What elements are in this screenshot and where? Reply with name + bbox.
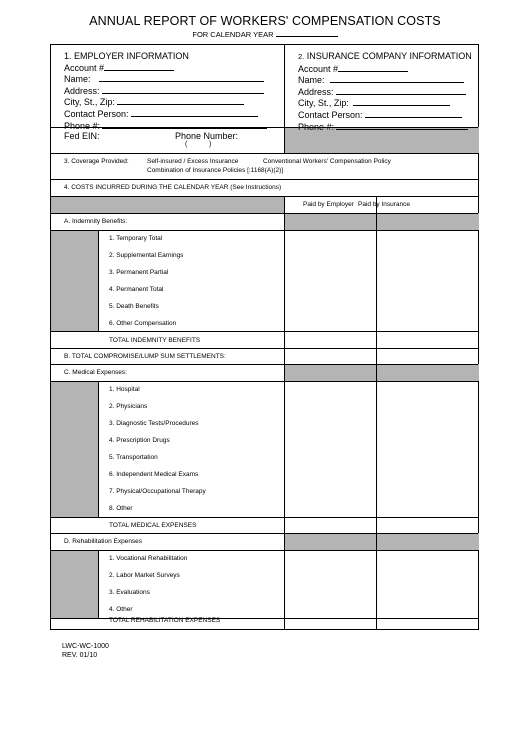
- employer-name-label: Name:: [64, 74, 91, 85]
- employer-phone-number-label: Phone Number:: [175, 131, 239, 141]
- medical-heading-shaded: [284, 364, 479, 381]
- coverage-label: 3. Coverage Provided:: [64, 158, 129, 165]
- insurer-city-label: City, St., Zip:: [298, 98, 349, 109]
- insurer-account-field[interactable]: [338, 63, 408, 72]
- medical-item: 3. Diagnostic Tests/Procedures: [109, 420, 199, 427]
- insurer-heading-number: 2.: [298, 52, 305, 61]
- calendar-year-label: FOR CALENDAR YEAR: [192, 30, 274, 39]
- indemnity-item: 3. Permanent Partial: [109, 269, 169, 276]
- insurer-name-field[interactable]: [330, 74, 464, 83]
- costs-heading: 4. COSTS INCURRED DURING THE CALENDAR YEAR (See Instructions): [64, 184, 282, 191]
- divider: [51, 550, 478, 551]
- employer-account-label: Account #: [64, 62, 105, 73]
- paid-by-insurance-header: Paid by Insurance: [358, 201, 411, 208]
- fed-ein-label: Fed EIN:: [64, 131, 100, 141]
- divider: [51, 381, 478, 382]
- divider: [98, 550, 99, 618]
- insurer-heading: INSURANCE COMPANY INFORMATION: [306, 51, 472, 61]
- indemnity-item: 6. Other Compensation: [109, 320, 177, 327]
- insurer-name-label: Name:: [298, 75, 325, 86]
- employer-phone-field[interactable]: [102, 120, 267, 129]
- divider: [51, 348, 478, 349]
- divider: [51, 196, 478, 197]
- compromise-heading: B. TOTAL COMPROMISE/LUMP SUM SETTLEMENTS:: [64, 353, 226, 360]
- divider: [98, 230, 99, 331]
- rehab-heading: D. Rehabilitation Expenses: [64, 538, 143, 545]
- divider: [51, 213, 478, 214]
- employer-heading: 1. EMPLOYER INFORMATION: [64, 51, 189, 61]
- indemnity-left-shaded: [51, 230, 98, 331]
- insurer-contact-field[interactable]: [365, 109, 462, 118]
- divider: [284, 196, 285, 630]
- form-revision: REV. 01/10: [62, 652, 98, 659]
- insurer-phone-field[interactable]: [336, 121, 468, 130]
- insurer-phone-label: Phone #:: [298, 121, 335, 132]
- employer-contact-field[interactable]: [131, 108, 258, 117]
- insurer-contact-label: Contact Person:: [298, 109, 363, 120]
- medical-left-shaded: [51, 381, 98, 517]
- divider: [98, 381, 99, 517]
- medical-item: 5. Transportation: [109, 454, 158, 461]
- coverage-conventional-policy[interactable]: Conventional Workers' Compensation Policy: [263, 158, 391, 165]
- insurer-city-field[interactable]: [353, 97, 450, 106]
- costs-header-shaded: [51, 196, 284, 213]
- rehab-item: 3. Evaluations: [109, 589, 150, 596]
- indemnity-heading-shaded: [284, 213, 479, 230]
- rehab-left-shaded: [51, 550, 98, 618]
- employer-city-label: City, St., Zip:: [64, 97, 115, 108]
- report-form: [50, 44, 479, 630]
- divider: [51, 364, 478, 365]
- divider: [51, 517, 478, 518]
- divider: [51, 153, 478, 154]
- divider: [51, 230, 478, 231]
- indemnity-item: 4. Permanent Total: [109, 286, 164, 293]
- coverage-combination-policies[interactable]: Combination of Insurance Policies [:1168(A)(2)]: [147, 167, 284, 174]
- form-footer: [62, 642, 109, 660]
- employer-contact-label: Contact Person:: [64, 108, 129, 119]
- employer-account-field[interactable]: [104, 62, 174, 71]
- rehab-item: 4. Other: [109, 606, 133, 613]
- divider: [51, 179, 478, 180]
- indemnity-heading: A. Indemnity Benefits:: [64, 218, 128, 225]
- employer-address-label: Address:: [64, 85, 100, 96]
- employer-info: [64, 51, 267, 131]
- rehab-heading-shaded: [284, 533, 479, 550]
- coverage-self-insured[interactable]: Self-insured / Excess Insurance: [147, 158, 239, 165]
- medical-item: 4. Prescription Drugs: [109, 437, 170, 444]
- medical-item: 7. Physical/Occupational Therapy: [109, 488, 206, 495]
- insurer-account-label: Account #: [298, 63, 339, 74]
- divider: [51, 331, 478, 332]
- employer-name-field[interactable]: [99, 73, 264, 82]
- insurer-address-field[interactable]: [336, 86, 466, 95]
- employer-phone-label: Phone #:: [64, 120, 101, 131]
- employer-city-field[interactable]: [117, 96, 244, 105]
- form-id: LWC-WC-1000: [62, 643, 109, 650]
- form-title: ANNUAL REPORT OF WORKERS' COMPENSATION COSTS: [89, 14, 441, 28]
- insurer-address-label: Address:: [298, 86, 334, 97]
- indemnity-item: 1. Temporary Total: [109, 235, 163, 242]
- rehab-item: 2. Labor Market Surveys: [109, 572, 180, 579]
- medical-heading: C. Medical Expenses:: [64, 369, 127, 376]
- divider: [284, 45, 285, 153]
- insurer-info: [298, 51, 472, 132]
- medical-item: 8. Other: [109, 505, 133, 512]
- divider: [376, 196, 377, 630]
- paid-by-employer-header: Paid by Employer: [303, 201, 354, 208]
- medical-item: 6. Independent Medical Exams: [109, 471, 199, 478]
- indemnity-item: 5. Death Benefits: [109, 303, 159, 310]
- divider: [51, 533, 478, 534]
- rehab-item: 1. Vocational Rehabilitation: [109, 555, 188, 562]
- calendar-year-field[interactable]: [276, 29, 338, 37]
- medical-item: 1. Hospital: [109, 386, 140, 393]
- indemnity-item: 2. Supplemental Earnings: [109, 252, 184, 259]
- medical-item: 2. Physicians: [109, 403, 148, 410]
- rehab-total: TOTAL REHABILITATION EXPENSES: [109, 617, 221, 624]
- area-code-close-paren: ): [209, 141, 212, 148]
- medical-total: TOTAL MEDICAL EXPENSES: [109, 522, 197, 529]
- employer-address-field[interactable]: [102, 85, 264, 94]
- indemnity-total: TOTAL INDEMNITY BENEFITS: [109, 337, 201, 344]
- area-code-open-paren: (: [185, 141, 188, 148]
- form-subtitle: [0, 29, 530, 39]
